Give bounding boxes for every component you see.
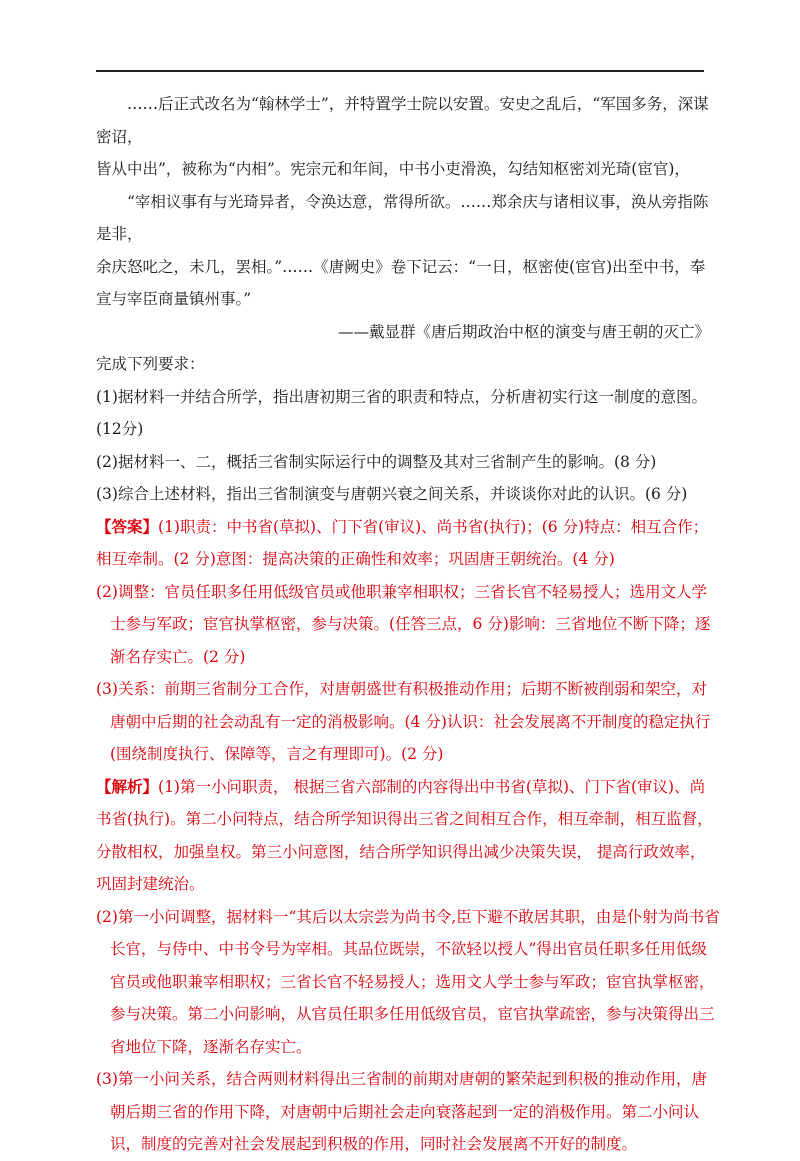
analysis-2: (2)第一小问调整，据材料一“其后以太宗尝为尚书令,臣下避不敢居其职，由是仆射为尚书省长官，与侍中、中书令号为宰相。其品位既崇，不欲轻以授人”得出官员任职多任用低级官员或他职兼宰相职权；三省长官不轻易授人；选用文人学士参与军政；宦官执掌枢密，参与决策。第二小问影响，从官员任职多任用低级官员，宦官执掌疏密，参与决策得出三省地位下降，逐渐名存实亡。 <box>96 907 720 1056</box>
answer-tag: 【答案】 <box>96 516 159 536</box>
page-content <box>96 88 720 1161</box>
answer-3: (3)关系：前期三省制分工合作，对唐朝盛世有积极推动作用；后期不断被削弱和架空，对唐朝中后期的社会动乱有一定的消极影响。(4 分)认识：社会发展离不开制度的稳定执行(围绕制度执行、保障等，言之有理即可)。(2 分) <box>96 680 711 763</box>
question-block <box>96 348 720 511</box>
analysis-3: (3)第一小问关系，结合两则材料得出三省制的前期对唐朝的繁荣起到积极的推动作用，唐朝后期三省的作用下降，对唐朝中后期社会走向衰落起到一定的消极作用。第二小问认识，制度的完善对社会发展起到积极的作用，同时社会发展离不开好的制度。 <box>96 1070 707 1153</box>
material-line: 余庆怒叱之，未几，罢相。”……《唐阙史》卷下记云：“一日，枢密使(宦官)出至中书，奉 <box>96 257 706 276</box>
material-line: 皆从中出”，被称为“内相”。宪宗元和年间，中书小吏滑涣，勾结知枢密刘光琦(宦官)， <box>96 160 690 178</box>
question-2: (2)据材料一、二，概括三省制实际运行中的调整及其对三省制产生的影响。(8 分) <box>96 452 657 471</box>
answer-block <box>96 511 720 771</box>
material-line: 宣与宰臣商量镇州事。” <box>96 290 252 308</box>
answer-1-text: (1)职责：中书省(草拟)、门下省(审议)、尚书省(执行)；(6 分)特点：相互合作；相互牵制。(2 分)意图：提高决策的正确性和效率；巩固唐王朝统治。(4 分) <box>96 517 709 568</box>
answer-1 <box>96 511 720 576</box>
question-1: (1)据材料一并结合所学，指出唐初期三省的职责和特点，分析唐初实行这一制度的意图。 (12分) <box>96 387 707 438</box>
analysis-block <box>96 771 720 1161</box>
material-line: “宰相议事有与光琦异者，令涣达意，常得所欲。……郑余庆与诸相议事，涣从旁指陈是非， <box>96 192 709 243</box>
material-line: ……后正式改名为“翰林学士”，并特置学士院以安置。安史之乱后，“军国多务，深谋密诏， <box>96 95 709 146</box>
question-3: (3)综合上述材料，指出三省制演变与唐朝兴衰之间关系，并谈谈你对此的认识。(6 分) <box>96 485 688 503</box>
header-rule <box>96 70 704 72</box>
answer-2: (2)调整：官员任职多任用低级官员或他职兼宰相职权；三省长官不轻易授人；选用文人学士参与军政；宦官执掌枢密，参与决策。(任答三点，6 分)影响：三省地位不断下降；逐渐名存实亡。(2 分) <box>96 582 711 666</box>
analysis-1 <box>96 771 720 901</box>
material-source: ——戴显群《唐后期政治中枢的演变与唐王朝的灭亡》 <box>337 322 710 341</box>
analysis-1-text: (1)第一小问职责， 根据三省六部制的内容得出中书省(草拟)、门下省(审议)、尚书省(执行)。第二小问特点，结合所学知识得出三省之间相互合作，相互牵制，相互监督，分散相权，加强皇权。第三小问意图，结合所学知识得出减少决策失误， 提高行政效率，巩固封建统治。 <box>96 777 713 893</box>
questions-intro: 完成下列要求： <box>96 355 205 373</box>
analysis-tag: 【解析】 <box>96 776 159 796</box>
material-passage <box>96 88 720 348</box>
